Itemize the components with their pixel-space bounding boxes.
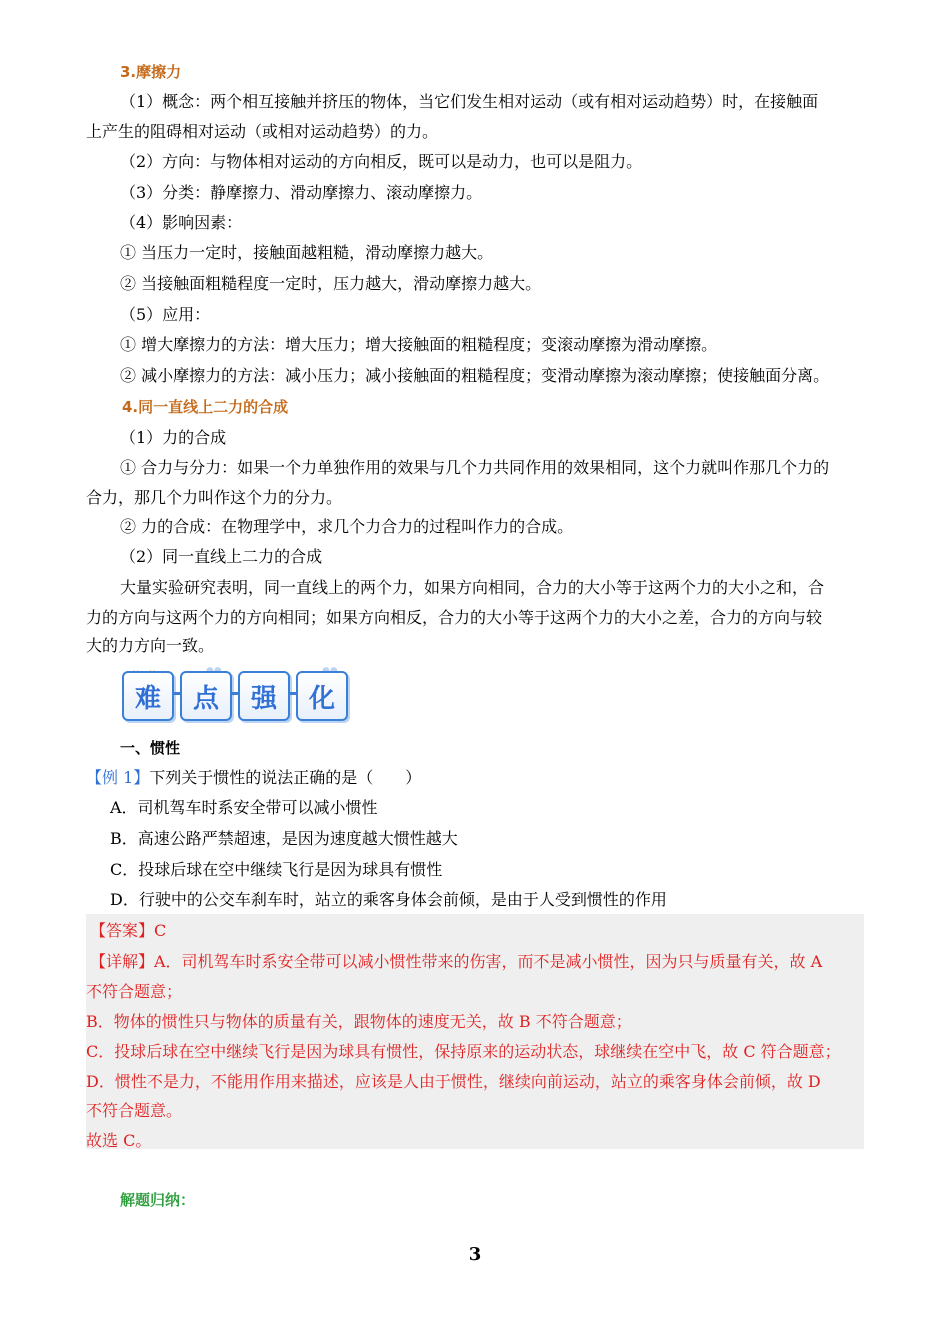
example-tag: 【例 1】 <box>86 768 150 787</box>
section-3-line: （5）应用： <box>120 305 211 324</box>
section-4-line: ① 合力与分力：如果一个力单独作用的效果与几个力共同作用的效果相同，这个力就叫作那几个力的 <box>120 458 830 477</box>
section-4-line: 力的方向与这两个力的方向相同；如果方向相反，合力的大小等于这两个力的大小之差，合力的方向与较 <box>86 608 823 627</box>
banner-tile: 难 <box>122 671 174 721</box>
section-3-line: ① 增大摩擦力的方法：增大压力；增大接触面的粗糙程度；变滚动摩擦为滑动摩擦。 <box>120 335 718 354</box>
summary-title: 解题归纳： <box>120 1191 196 1209</box>
section-4-line: 大量实验研究表明，同一直线上的两个力，如果方向相同，合力的大小等于这两个力的大小之和，合 <box>120 578 825 597</box>
section-3-line: （1）概念：两个相互接触并挤压的物体，当它们发生相对运动（或有相对运动趋势）时，在接触面 <box>120 92 819 111</box>
answer-detail-line: 不符合题意； <box>86 982 183 1001</box>
answer-detail-line: B．物体的惯性只与物体的质量有关，跟物体的速度无关，故 B 不符合题意； <box>86 1012 632 1031</box>
section-3-line: 上产生的阻碍相对运动（或相对运动趋势）的力。 <box>86 122 439 141</box>
answer-detail-line: 故选 C。 <box>86 1131 152 1150</box>
option-a: A．司机驾车时系安全带可以减小惯性 <box>110 798 378 817</box>
section-3-title: 3.摩擦力 <box>120 63 182 81</box>
example-1-question-line <box>86 768 421 788</box>
section-3-line: ② 减小摩擦力的方法：减小压力；减小接触面的粗糙程度；变滑动摩擦为滚动摩擦；使接触面分离。 <box>120 366 830 385</box>
section-4-line: （1）力的合成 <box>120 428 227 447</box>
difficulty-banner <box>122 668 348 722</box>
section-4-line: ② 力的合成：在物理学中，求几个力合力的过程叫作力的合成。 <box>120 517 574 536</box>
banner-tile: 点 <box>180 671 232 721</box>
page-number: 3 <box>468 1244 482 1265</box>
section-3-line: ① 当压力一定时，接触面越粗糙，滑动摩擦力越大。 <box>120 243 494 262</box>
section-3-line: （2）方向：与物体相对运动的方向相反，既可以是动力，也可以是阻力。 <box>120 152 643 171</box>
banner-tile: 化 <box>296 671 348 721</box>
section-4-line: 大的力方向一致。 <box>86 636 215 655</box>
option-c: C．投球后球在空中继续飞行是因为球具有惯性 <box>110 860 443 879</box>
answer-label: 【答案】C <box>90 921 167 940</box>
section-4-title: 4.同一直线上二力的合成 <box>122 398 289 416</box>
answer-detail-line: D．惯性不是力，不能用作用来描述，应该是人由于惯性，继续向前运动，站立的乘客身体会前倾，故 D <box>86 1072 821 1091</box>
section-3-line: （3）分类：静摩擦力、滑动摩擦力、滚动摩擦力。 <box>120 183 483 202</box>
example-question: 下列关于惯性的说法正确的是（ ） <box>149 768 422 787</box>
section-3-line: （4）影响因素： <box>120 213 243 232</box>
section-4-line: （2）同一直线上二力的合成 <box>120 547 323 566</box>
banner-tile: 强 <box>238 671 290 721</box>
option-d: D．行驶中的公交车刹车时，站立的乘客身体会前倾，是由于人受到惯性的作用 <box>110 890 667 909</box>
part-1-title: 一、惯性 <box>120 739 181 757</box>
answer-detail-line: C．投球后球在空中继续飞行是因为球具有惯性，保持原来的运动状态，球继续在空中飞，故 C 符合题意； <box>86 1042 841 1061</box>
section-4-line: 合力，那几个力叫作这个力的分力。 <box>86 488 343 507</box>
answer-detail-line: 不符合题意。 <box>86 1101 183 1120</box>
answer-detail-line: 【详解】A．司机驾车时系安全带可以减小惯性带来的伤害，而不是减小惯性，因为只与质量有关，故 A <box>90 952 823 971</box>
section-3-line: ② 当接触面粗糙程度一定时，压力越大，滑动摩擦力越大。 <box>120 274 542 293</box>
option-b: B．高速公路严禁超速，是因为速度越大惯性越大 <box>110 829 458 848</box>
